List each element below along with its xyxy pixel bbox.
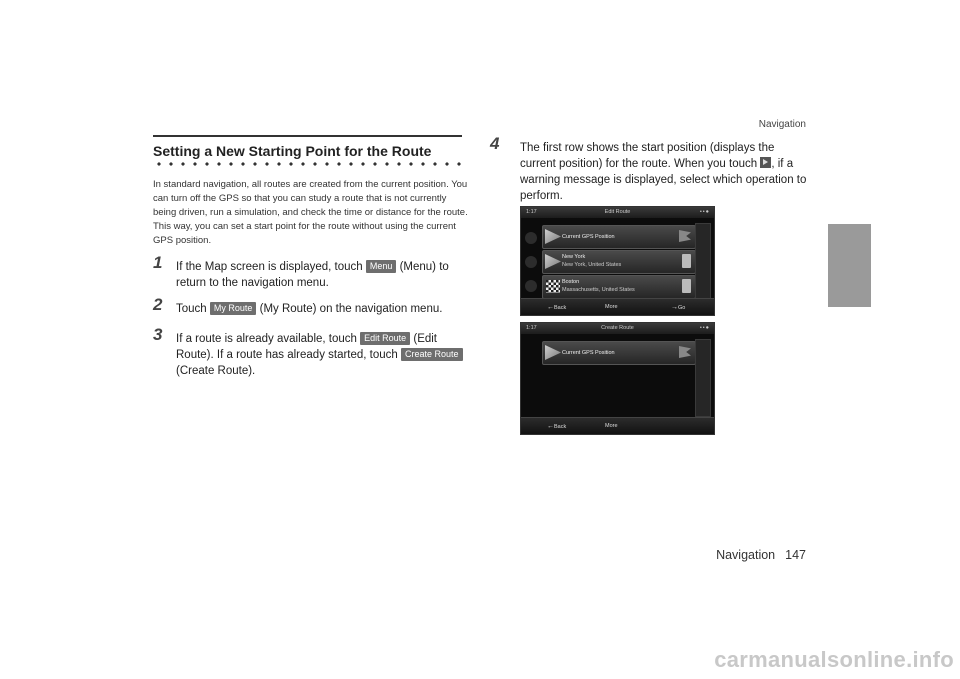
screen-title: Create Route	[601, 325, 634, 331]
waypoint-marker-icon	[525, 280, 537, 292]
step-number: 1	[153, 253, 163, 272]
start-flag-icon	[545, 229, 561, 244]
step-text: The first row shows the start position (displays the current position) for the route. When you touch	[520, 142, 775, 170]
route-row-start[interactable]	[542, 341, 696, 365]
clock: 1:17	[526, 209, 537, 215]
step-text: If a route is already available, touch	[176, 333, 357, 345]
more-button[interactable]: More	[605, 304, 618, 310]
bottom-toolbar	[521, 298, 714, 315]
gps-position-icon	[760, 157, 771, 168]
edit-route-button-chip: Edit Route	[360, 332, 410, 345]
back-button[interactable]: ← Back	[547, 304, 566, 311]
row-label: Boston	[562, 279, 580, 285]
step-number: 3	[153, 325, 163, 344]
watermark: carmanualsonline.info	[714, 647, 954, 672]
scrollbar[interactable]	[695, 223, 711, 299]
row-label: Current GPS Position	[562, 350, 615, 356]
waypoint-marker-icon	[525, 256, 537, 268]
status-indicators: ••●	[699, 325, 710, 331]
step-text: Touch	[176, 303, 207, 315]
route-row-destination[interactable]	[542, 275, 696, 299]
clock: 1:17	[526, 325, 537, 331]
footer-section: Navigation	[716, 548, 776, 562]
menu-button-chip: Menu	[366, 260, 397, 273]
chapter-tab	[828, 224, 871, 307]
row-label: New York	[562, 254, 586, 260]
step-text: (Menu) to return to the navigation menu.	[176, 261, 449, 289]
step-3	[153, 325, 471, 379]
step-number: 4	[490, 134, 500, 153]
step-2	[153, 295, 471, 317]
row-sublabel: New York, United States	[562, 262, 622, 268]
step-text: (Edit Route). If a route has already started, touch	[176, 333, 438, 361]
back-button[interactable]: ← Back	[547, 423, 566, 430]
scrollbar[interactable]	[695, 339, 711, 417]
edit-route-screenshot	[520, 206, 715, 316]
section-title: Setting a New Starting Point for the Route	[153, 135, 462, 159]
waypoint-flag-icon	[545, 254, 561, 269]
create-route-screenshot	[520, 322, 715, 435]
step-1	[153, 253, 471, 291]
my-route-button-chip: My Route	[210, 302, 257, 315]
waypoint-marker-icon	[525, 232, 537, 244]
step-number: 2	[153, 295, 163, 314]
checkered-flag-icon	[546, 280, 560, 293]
flag-icon	[679, 346, 691, 358]
step-text: (My Route) on the navigation menu.	[259, 303, 443, 315]
start-flag-icon	[545, 345, 561, 360]
page-footer	[716, 548, 806, 562]
row-label: Current GPS Position	[562, 234, 615, 240]
status-indicators: ••●	[699, 209, 710, 215]
bottom-toolbar	[521, 417, 714, 434]
step-4	[490, 134, 808, 204]
dotted-divider	[153, 160, 462, 168]
step-text: If the Map screen is displayed, touch	[176, 261, 363, 273]
route-row-start[interactable]	[542, 225, 696, 249]
more-button[interactable]: More	[605, 423, 618, 429]
step-text: (Create Route).	[176, 365, 256, 377]
screen-title: Edit Route	[604, 209, 631, 215]
route-row-waypoint[interactable]	[542, 250, 696, 274]
create-route-button-chip: Create Route	[401, 348, 463, 361]
running-header: Navigation	[758, 119, 806, 130]
status-bar	[521, 207, 714, 218]
trash-icon[interactable]	[682, 254, 691, 268]
status-bar	[521, 323, 714, 334]
step-text: , if a warning message is displayed, select which operation to perform.	[520, 158, 807, 202]
go-button[interactable]: → Go	[671, 304, 685, 311]
flag-icon	[679, 230, 691, 242]
trash-icon[interactable]	[682, 279, 691, 293]
row-sublabel: Massachusetts, United States	[562, 287, 635, 293]
intro-paragraph: In standard navigation, all routes are created from the current position. You can turn off the GPS so that you can study a route that is not currently being driven, run a simulation, and check the time or distance for the route. This way, you can set a start point for the route without using the current GPS position.	[153, 179, 468, 246]
page-number: 147	[785, 548, 806, 562]
